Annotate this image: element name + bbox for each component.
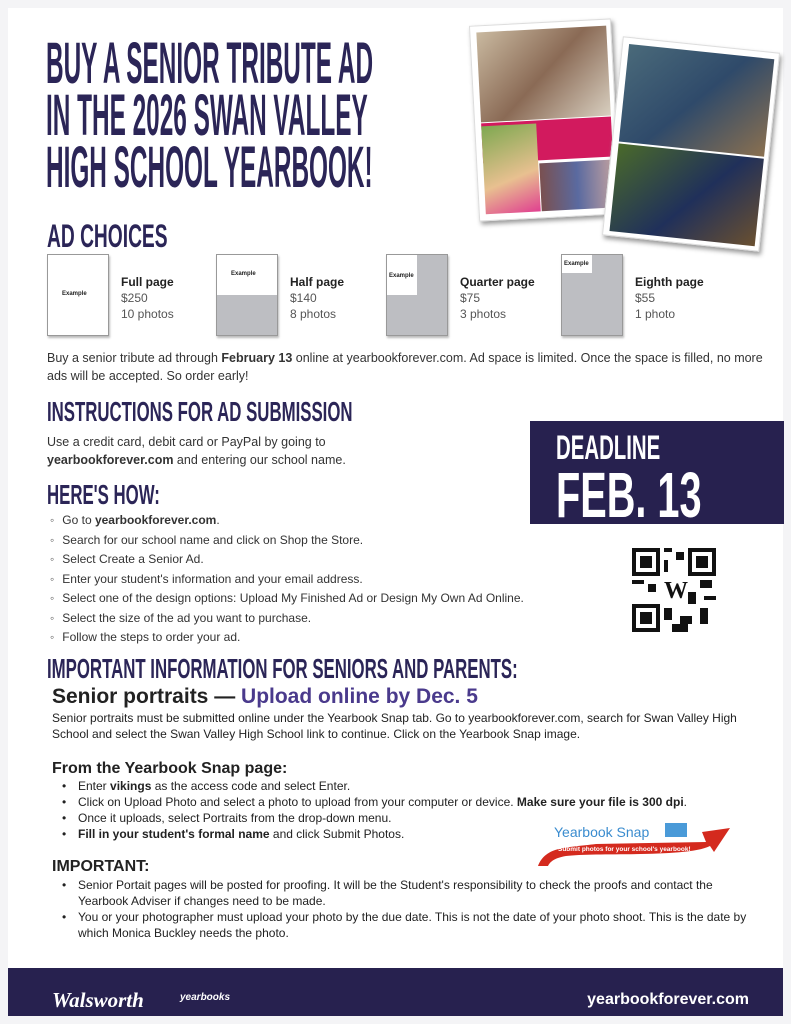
- step: ◦ Follow the steps to order your ad.: [50, 628, 524, 648]
- ad-name: Quarter page: [460, 275, 535, 289]
- ad-price: $75: [460, 291, 481, 305]
- portraits-title: Senior portraits — Upload online by Dec. 5: [52, 685, 478, 708]
- snap-step: • Enter vikings as the access code and select Enter.: [52, 778, 522, 794]
- important-item: • Senior Portait pages will be posted for proofing. It will be the Student's responsibility to check the proofs and contact the Yearbook Adviser if changes need to be made.: [52, 877, 752, 909]
- deadline-date: FEB. 13: [556, 459, 702, 531]
- snap-step: • Fill in your student's formal name and click Submit Photos.: [52, 826, 522, 842]
- ad-name: Full page: [121, 275, 174, 289]
- walsworth-logo: Walsworth: [52, 988, 144, 1012]
- ad-photos: 8 photos: [290, 307, 337, 321]
- ad-photos: 10 photos: [121, 307, 174, 321]
- important-heading: IMPORTANT:: [52, 858, 150, 875]
- ad-price: $55: [635, 291, 656, 305]
- snap-step: • Once it uploads, select Portraits from the drop-down menu.: [52, 810, 522, 826]
- ad-name: Eighth page: [635, 275, 704, 289]
- eighth-page-example: [561, 254, 623, 336]
- instructions-heading: INSTRUCTIONS FOR AD SUBMISSION: [47, 396, 353, 427]
- ad-price: $140: [290, 291, 317, 305]
- example-label: Example: [62, 291, 87, 297]
- title-line: IN THE 2026 SWAN VALLEY: [46, 83, 368, 148]
- yearbook-snap-logo[interactable]: [536, 818, 736, 868]
- snap-step: • Click on Upload Photo and select a photo to upload from your computer or device. Make sure your file is 300 dpi.: [52, 794, 772, 810]
- step: ◦ Select Create a Senior Ad.: [50, 550, 524, 570]
- ad-price: $250: [121, 291, 148, 305]
- snap-photo-icon: [664, 822, 688, 838]
- step: ◦ Select the size of the ad you want to purchase.: [50, 609, 524, 629]
- ad-photos: 3 photos: [460, 307, 507, 321]
- instructions-text: Use a credit card, debit card or PayPal by going to yearbookforever.com and entering our school name.: [47, 435, 346, 467]
- example-label: Example: [564, 261, 589, 267]
- walsworth-logo-sub: yearbooks: [180, 992, 231, 1003]
- qr-code-icon[interactable]: [632, 548, 716, 632]
- ad-choices-heading: AD CHOICES: [47, 218, 168, 254]
- step: ◦ Select one of the design options: Upload My Finished Ad or Design My Own Ad Online.: [50, 589, 524, 609]
- portraits-text: Senior portraits must be submitted online under the Yearbook Snap tab. Go to yearbookforever.com, search for Swan Valley High School and select the Swan Valley High School link to continue. Click on the Yearbook Snap image.: [52, 711, 737, 741]
- page-title: [46, 31, 456, 200]
- deadline-label: DEADLINE: [556, 429, 661, 467]
- title-line: BUY A SENIOR TRIBUTE AD: [46, 31, 374, 96]
- step: ◦ Search for our school name and click on Shop the Store.: [50, 531, 524, 551]
- deadline-banner: [530, 421, 784, 531]
- sample-ad-image: [469, 18, 621, 221]
- important-list: [52, 877, 752, 941]
- svg-text:W: W: [664, 578, 688, 604]
- sample-ad-image: [602, 36, 780, 251]
- ad-photos: 1 photo: [635, 307, 676, 321]
- step: ◦ Enter your student's information and your email address.: [50, 570, 524, 590]
- ad-name: Half page: [290, 275, 345, 289]
- full-page-example: [47, 254, 109, 336]
- footer-url[interactable]: yearbookforever.com: [587, 991, 749, 1008]
- title-line: HIGH SCHOOL YEARBOOK!: [46, 135, 373, 200]
- steps-list: [50, 511, 524, 648]
- step: ◦ Go to yearbookforever.com.: [50, 511, 524, 531]
- quarter-page-example: [386, 254, 448, 336]
- example-label: Example: [231, 271, 256, 277]
- snap-tagline: Submit photos for your school's yearbook!: [558, 846, 691, 853]
- half-page-example: [216, 254, 278, 336]
- footer: [8, 968, 783, 1016]
- ad-note: Buy a senior tribute ad through February 13 online at yearbookforever.com. Ad space is limited. Once the space is filled, no more ads will be accepted. So order early!: [47, 351, 763, 383]
- example-label: Example: [389, 273, 414, 279]
- snap-page-heading: From the Yearbook Snap page:: [52, 760, 288, 777]
- important-info-heading: IMPORTANT INFORMATION FOR SENIORS AND PARENTS:: [47, 653, 518, 684]
- snap-title: Yearbook Snap: [554, 824, 650, 840]
- important-item: • You or your photographer must upload your photo by the due date. This is not the date of your photo shoot. This is the date by which Monica Buckley needs the photo.: [52, 909, 752, 941]
- heres-how-heading: HERE'S HOW:: [47, 479, 160, 510]
